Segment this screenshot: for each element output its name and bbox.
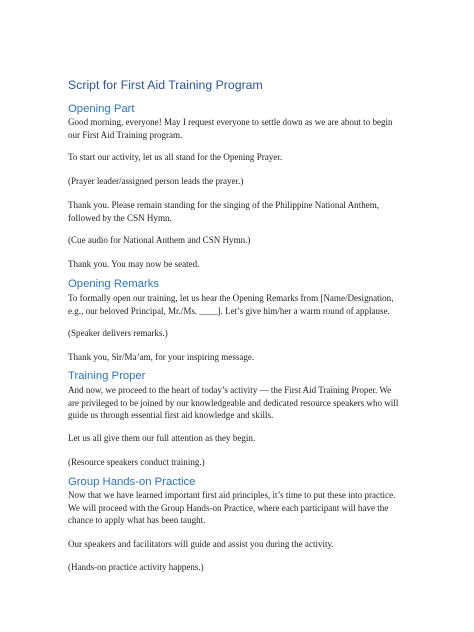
section-heading-opening-part: Opening Part <box>68 103 135 115</box>
paragraph-line: (Prayer leader/assigned person leads the prayer.) <box>68 176 244 186</box>
paragraph-line: Thank you. Please remain standing for the singing of the Philippine National Anthem, <box>68 200 380 210</box>
paragraph-line: (Speaker delivers remarks.) <box>68 328 168 338</box>
paragraph <box>68 327 168 340</box>
paragraph-line: Our speakers and facilitators will guide and assist you during the activity. <box>68 539 334 549</box>
paragraph-line: To start our activity, let us all stand for the Opening Prayer. <box>68 152 283 162</box>
paragraph-line: Good morning, everyone! May I request everyone to settle down as we are about to begin <box>68 117 393 127</box>
paragraph-line: Thank you. You may now be seated. <box>68 259 200 269</box>
paragraph-line: Now that we have learned important first aid principles, it’s time to put these into practice. <box>68 490 396 500</box>
section-heading-training-proper: Training Proper <box>68 370 146 382</box>
paragraph-line: are privileged to be joined by our knowledgeable and dedicated resource speakers who will <box>68 397 399 408</box>
document-title: Script for First Aid Training Program <box>68 78 263 92</box>
paragraph <box>68 116 393 141</box>
paragraph-line: To formally open our training, let us hear the Opening Remarks from [Name/Designation, <box>68 293 394 303</box>
paragraph-line: Let us all give them our full attention as they begin. <box>68 433 256 443</box>
paragraph <box>68 199 379 224</box>
paragraph-line: chance to apply what has been taught. <box>68 515 206 526</box>
paragraph <box>68 456 205 469</box>
paragraph <box>68 258 199 271</box>
paragraph <box>68 151 282 164</box>
paragraph-line: Thank you, Sir/Ma’am, for your inspiring message. <box>68 352 255 362</box>
paragraph-line: (Cue audio for National Anthem and CSN Hymn.) <box>68 235 251 245</box>
paragraph <box>68 175 243 188</box>
section-heading-opening-remarks: Opening Remarks <box>68 278 160 290</box>
paragraph-line: (Resource speakers conduct training.) <box>68 457 205 467</box>
paragraph <box>68 351 254 364</box>
paragraph <box>68 432 255 445</box>
paragraph-line: our First Aid Training program. <box>68 129 183 140</box>
paragraph-line: And now, we proceed to the heart of today’s activity — the First Aid Training Proper. We <box>68 385 392 395</box>
paragraph-line: We will proceed with the Group Hands-on Practice, where each participant will have the <box>68 502 389 513</box>
paragraph-line: e.g., our beloved Principal, Mr./Ms. ____]. Let’s give him/her a warm round of applause. <box>68 305 390 316</box>
paragraph <box>68 292 393 317</box>
paragraph-line: followed by the CSN Hymn. <box>68 212 172 223</box>
paragraph <box>68 384 398 422</box>
paragraph <box>68 489 395 527</box>
paragraph <box>68 234 250 247</box>
paragraph <box>68 538 334 551</box>
paragraph-line: (Hands-on practice activity happens.) <box>68 562 204 572</box>
section-heading-group-hands-on-practice: Group Hands-on Practice <box>68 476 196 488</box>
paragraph-line: guide us through essential first aid knowledge and skills. <box>68 410 274 421</box>
paragraph <box>68 561 204 574</box>
